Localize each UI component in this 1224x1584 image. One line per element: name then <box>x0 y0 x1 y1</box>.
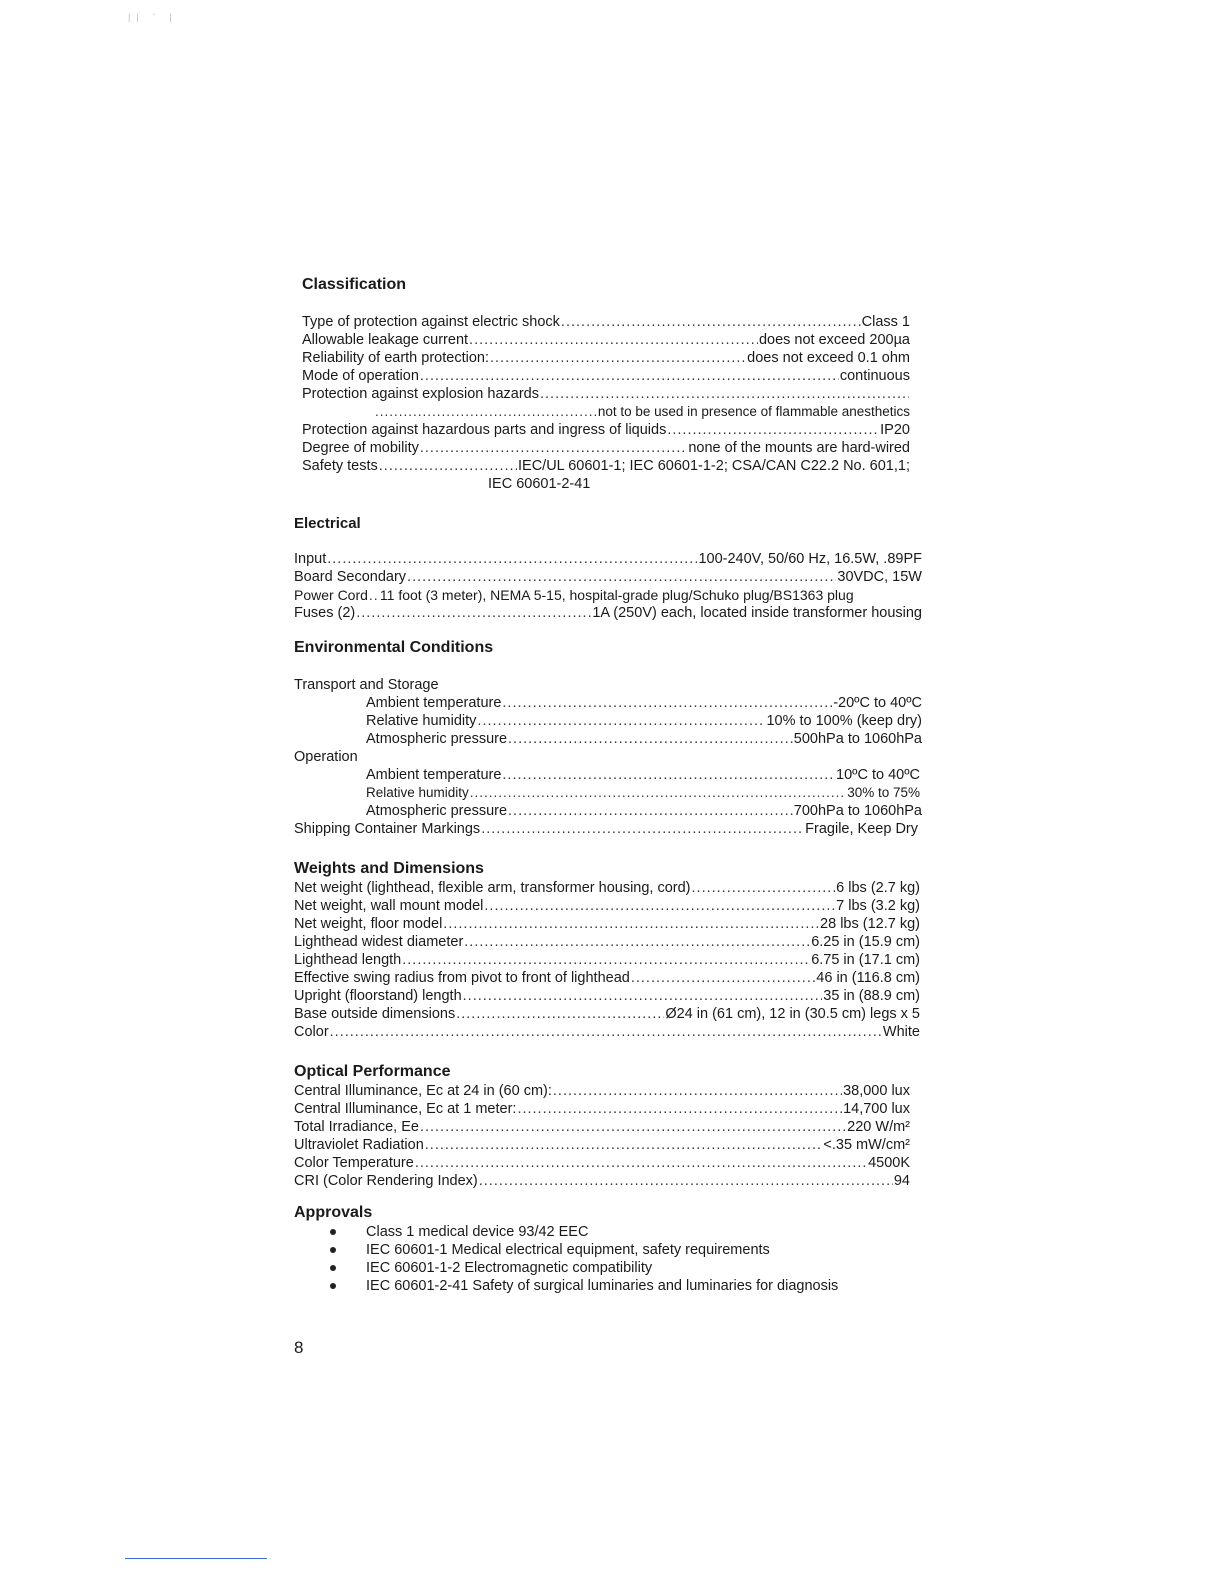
spec-row <box>294 550 922 568</box>
spec-row <box>294 969 920 987</box>
spec-row <box>294 1136 910 1154</box>
leader-dots <box>484 897 835 915</box>
spec-label: Net weight, floor model <box>294 916 443 932</box>
spec-label: Color Temperature <box>294 1155 414 1171</box>
spec-value: 6.75 in (17.1 cm) <box>811 952 920 968</box>
spec-row <box>294 1100 910 1118</box>
spec-label: Atmospheric pressure <box>366 803 508 819</box>
weights-section <box>294 879 920 1041</box>
spec-row <box>294 1118 910 1136</box>
leader-dots <box>356 604 591 622</box>
spec-row <box>302 403 910 421</box>
leader-dots <box>443 915 819 933</box>
spec-value: White <box>882 1024 920 1040</box>
leader-dots <box>330 1023 882 1041</box>
spec-label: Color <box>294 1024 329 1040</box>
classification-heading: Classification <box>302 276 407 293</box>
spec-value: Class 1 <box>861 314 910 330</box>
spec-label: Central Illuminance, Ec at 24 in (60 cm): <box>294 1083 552 1099</box>
spec-label: CRI (Color Rendering Index) <box>294 1173 478 1189</box>
optical-heading: Optical Performance <box>294 1063 451 1080</box>
spec-row <box>294 604 922 622</box>
spec-value: 10% to 100% (keep dry) <box>766 713 922 729</box>
leader-dots <box>402 951 810 969</box>
spec-value: 30VDC, 15W <box>837 569 922 585</box>
spec-label: Input <box>294 551 327 567</box>
list-item: IEC 60601-1-2 Electromagnetic compatibility <box>294 1259 934 1277</box>
spec-value: 220 W/m² <box>847 1119 910 1135</box>
spec-value: 30% to 75% <box>847 785 920 800</box>
spec-label: Protection against explosion hazards <box>302 386 539 402</box>
spec-value: 11 foot (3 meter), NEMA 5-15, hospital-grade plug/Schuko plug/BS1363 plug <box>379 587 854 603</box>
spec-label: Type of protection against electric shock <box>302 314 560 330</box>
approvals-list <box>294 1223 934 1295</box>
spec-label: Ambient temperature <box>366 767 502 783</box>
leader-dots <box>379 457 517 475</box>
spec-row <box>294 694 922 712</box>
spec-row <box>302 457 910 475</box>
leader-dots <box>479 1172 893 1190</box>
spec-label: Net weight, wall mount model <box>294 898 484 914</box>
spec-label: Relative humidity <box>366 713 477 729</box>
spec-label: Protection against hazardous parts and ingress of liquids <box>302 422 667 438</box>
spec-label: Atmospheric pressure <box>366 731 508 747</box>
spec-label: Effective swing radius from pivot to front of lighthead <box>294 970 630 986</box>
leader-dots <box>456 1005 664 1023</box>
leader-dots <box>508 730 793 748</box>
list-item: IEC 60601-1 Medical electrical equipment, safety requirements <box>294 1241 934 1259</box>
leader-dots <box>369 586 379 604</box>
leader-dots <box>327 550 697 568</box>
spec-row <box>294 802 922 820</box>
leader-dots <box>561 313 861 331</box>
leader-dots <box>469 331 758 349</box>
weights-heading: Weights and Dimensions <box>294 860 484 877</box>
list-item: Class 1 medical device 93/42 EEC <box>294 1223 934 1241</box>
leader-dots <box>375 403 597 421</box>
leader-dots <box>415 1154 867 1172</box>
page-number: 8 <box>294 1338 304 1357</box>
electrical-section <box>294 550 922 622</box>
spec-row <box>294 1005 920 1023</box>
spec-value: 14,700 lux <box>843 1101 910 1117</box>
spec-row <box>302 367 910 385</box>
spec-value: continuous <box>839 368 910 384</box>
spec-value: 6 lbs (2.7 kg) <box>836 880 920 896</box>
leader-dots <box>692 879 836 897</box>
spec-value: does not exceed 200µa <box>758 332 910 348</box>
leader-dots <box>477 712 765 730</box>
leader-dots <box>470 784 846 802</box>
spec-row <box>302 439 910 457</box>
spec-label: Ultraviolet Radiation <box>294 1137 424 1153</box>
leader-dots <box>502 694 832 712</box>
spec-value: 700hPa to 1060hPa <box>793 803 922 819</box>
spec-value: 46 in (116.8 cm) <box>816 970 920 986</box>
spec-label: Shipping Container Markings <box>294 821 481 837</box>
spec-row <box>294 1082 910 1100</box>
spec-label: Reliability of earth protection: <box>302 350 489 366</box>
spec-value: 6.25 in (15.9 cm) <box>811 934 920 950</box>
optical-section <box>294 1082 910 1190</box>
spec-label: Degree of mobility <box>302 440 419 456</box>
spec-value: 94 <box>893 1173 910 1189</box>
spec-label: Upright (floorstand) length <box>294 988 462 1004</box>
spec-row <box>302 313 910 331</box>
spec-row <box>294 1023 920 1041</box>
spec-value: 10ºC to 40ºC <box>836 767 920 783</box>
spec-row <box>302 349 910 367</box>
spec-label: Central Illuminance, Ec at 1 meter: <box>294 1101 517 1117</box>
spec-label: Lighthead widest diameter <box>294 934 464 950</box>
spec-row <box>294 586 922 604</box>
spec-row <box>294 766 922 784</box>
spec-row <box>294 568 922 586</box>
spec-row <box>294 879 920 897</box>
spec-row <box>294 784 922 802</box>
approvals-heading: Approvals <box>294 1204 373 1221</box>
spec-value: -20ºC to 40ºC <box>833 695 922 711</box>
spec-row <box>302 331 910 349</box>
spec-value: 500hPa to 1060hPa <box>793 731 922 747</box>
spec-value: none of the mounts are hard-wired <box>688 440 910 456</box>
spec-row <box>294 915 920 933</box>
spec-label: Ambient temperature <box>366 695 502 711</box>
leader-dots <box>481 820 804 838</box>
spec-row <box>294 897 920 915</box>
spec-row <box>294 933 920 951</box>
spec-label: Mode of operation <box>302 368 419 384</box>
spec-value: 1A (250V) each, located inside transformer housing <box>592 605 922 621</box>
spec-label: Fuses (2) <box>294 605 356 621</box>
leader-dots <box>667 421 879 439</box>
footer-rule <box>125 1558 267 1559</box>
leader-dots <box>540 385 909 403</box>
leader-dots <box>464 933 810 951</box>
operation-label: Operation <box>294 749 358 765</box>
spec-value: <.35 mW/cm² <box>823 1137 910 1153</box>
spec-label: Base outside dimensions <box>294 1006 456 1022</box>
leader-dots <box>420 1118 846 1136</box>
spec-value: 100-240V, 50/60 Hz, 16.5W, .89PF <box>698 551 922 567</box>
leader-dots <box>508 802 793 820</box>
spec-value: 28 lbs (12.7 kg) <box>820 916 920 932</box>
spec-row <box>294 951 920 969</box>
spec-row <box>294 1154 910 1172</box>
spec-row <box>294 712 922 730</box>
scan-specks: || ' | <box>128 12 178 22</box>
spec-value: Fragile, Keep Dry <box>805 821 918 837</box>
transport-storage-label: Transport and Storage <box>294 677 439 693</box>
leader-dots <box>463 987 823 1005</box>
spec-label: Allowable leakage current <box>302 332 469 348</box>
spec-label: Net weight (lighthead, flexible arm, transformer housing, cord) <box>294 880 691 896</box>
spec-value: 38,000 lux <box>843 1083 910 1099</box>
spec-value: does not exceed 0.1 ohm <box>747 350 910 366</box>
environmental-section <box>294 676 922 838</box>
electrical-heading: Electrical <box>294 515 361 532</box>
spec-value: 35 in (88.9 cm) <box>823 988 920 1004</box>
spec-row <box>294 730 922 748</box>
spec-value: 7 lbs (3.2 kg) <box>836 898 920 914</box>
spec-value: not to be used in presence of flammable anesthetics <box>597 404 910 419</box>
leader-dots <box>631 969 815 987</box>
spec-label: Total Irradiance, Ee <box>294 1119 419 1135</box>
leader-dots <box>407 568 836 586</box>
leader-dots <box>425 1136 823 1154</box>
spec-row <box>294 987 920 1005</box>
leader-dots <box>420 367 839 385</box>
approvals-section <box>294 1223 934 1295</box>
leader-dots <box>490 349 746 367</box>
spec-label: Safety tests <box>302 458 378 474</box>
leader-dots <box>517 1100 842 1118</box>
leader-dots <box>553 1082 842 1100</box>
spec-value: Ø24 in (61 cm), 12 in (30.5 cm) legs x 5 <box>665 1006 920 1022</box>
leader-dots <box>502 766 835 784</box>
spec-value: 4500K <box>868 1155 910 1171</box>
leader-dots <box>420 439 687 457</box>
spec-label: Lighthead length <box>294 952 402 968</box>
spec-label: Power Cord <box>294 587 368 603</box>
spec-value: IEC/UL 60601-1; IEC 60601-1-2; CSA/CAN C22.2 No. 601,1; <box>518 458 910 474</box>
environmental-heading: Environmental Conditions <box>294 639 494 656</box>
list-item: IEC 60601-2-41 Safety of surgical luminaries and luminaries for diagnosis <box>294 1277 934 1295</box>
classification-section <box>302 313 910 493</box>
spec-row <box>302 385 910 403</box>
spec-row <box>294 1172 910 1190</box>
spec-continuation: IEC 60601-2-41 <box>488 476 591 492</box>
spec-label: Board Secondary <box>294 569 407 585</box>
spec-row <box>302 421 910 439</box>
spec-label: Relative humidity <box>366 785 469 800</box>
spec-row <box>294 820 922 838</box>
spec-value: IP20 <box>880 422 910 438</box>
